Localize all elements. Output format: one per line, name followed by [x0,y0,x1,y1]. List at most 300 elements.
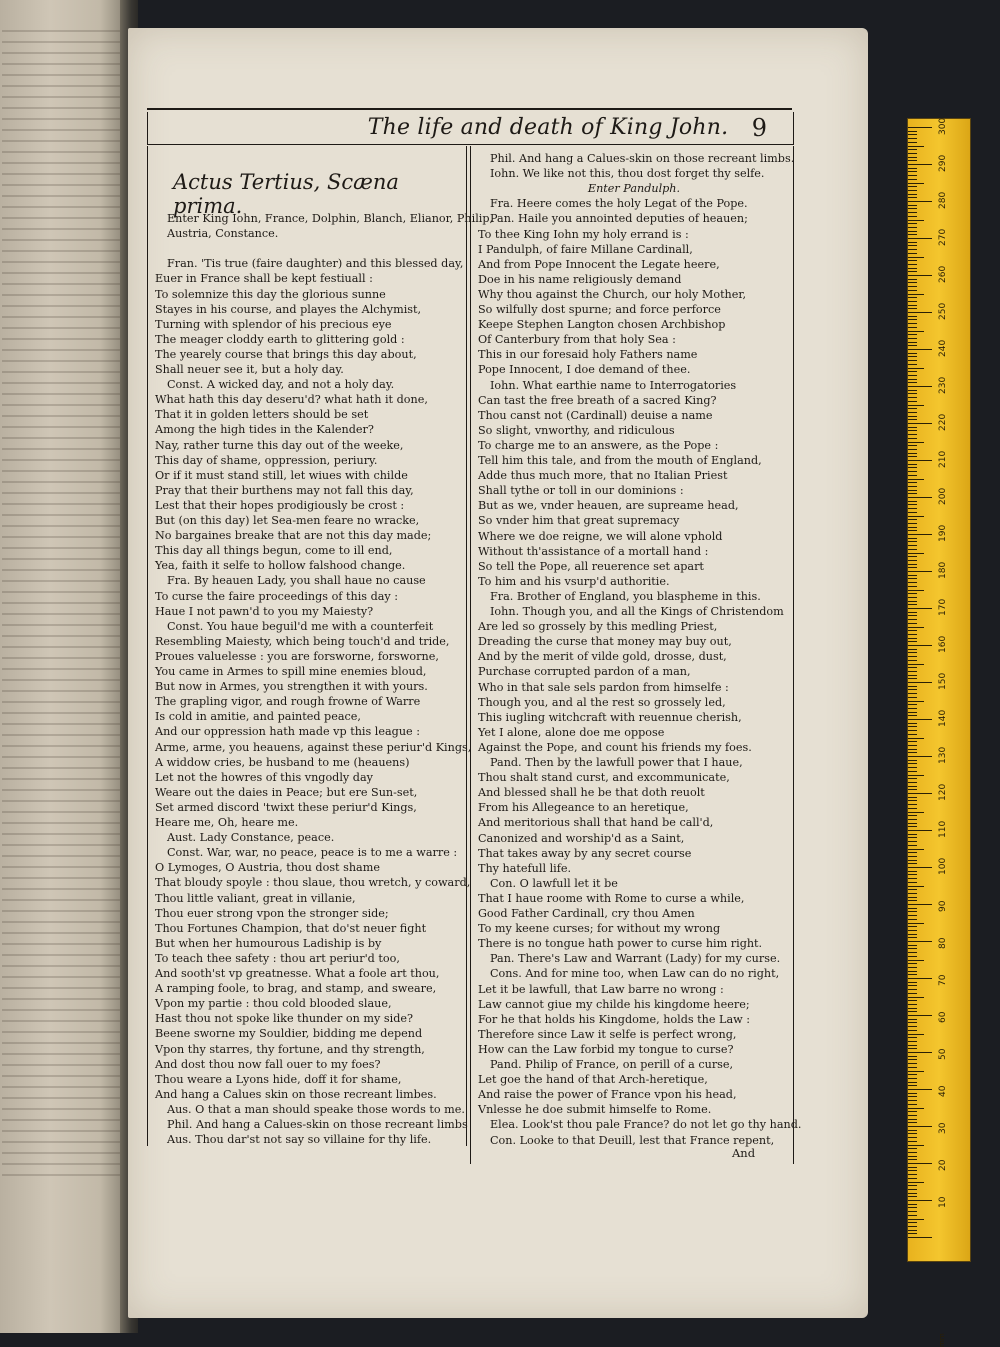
ruler-tick [908,908,917,909]
ruler-tick [908,279,917,280]
text-line: Purchase corrupted pardon of a man, [478,665,691,679]
text-line: Without th'assistance of a mortall hand : [478,544,709,558]
ruler-tick [908,686,917,687]
text-line: But when her humourous Ladiship is by [155,936,382,950]
text-line: Let it be lawfull, that Law barre no wrong : [478,982,724,996]
ruler-label: 60 [938,1011,948,1023]
ruler-tick [908,231,917,232]
text-line: Heare me, Oh, heare me. [155,816,299,829]
ruler-tick [908,386,932,387]
ruler-tick [908,275,932,276]
text-line: Enter King Iohn, France, Dolphin, Blanch, Elianor, Philip, [167,212,494,225]
ruler-tick [908,612,917,613]
text-line: Let not the howres of this vngodly day [155,770,373,784]
text-line: Or if it must stand still, let wiues with childe [155,468,408,482]
text-line: And by the merit of vilde gold, drosse, dust, [478,650,727,664]
ruler-label: 150 [938,672,948,690]
text-line: Yea, faith it selfe to hollow falshood change. [155,559,406,573]
text-line: Elea. Look'st thou pale France? do not let go thy hand. [490,1118,802,1132]
ruler-tick [908,863,917,864]
ruler-label: 50 [938,1048,948,1060]
ruler-tick [908,952,917,953]
ruler-tick [908,989,917,990]
text-line: Thy hatefull life. [478,861,572,875]
ruler-tick [908,1178,917,1179]
text-line: For he that holds his Kingdome, holds the Law : [478,1012,751,1026]
text-line: Thou Fortunes Champion, that do'st neuer fight [155,921,427,935]
ruler-tick [908,571,932,572]
ruler-tick [908,493,917,494]
text-line: And meritorious shall that hand be call'd, [478,816,714,830]
ruler-tick [908,1126,932,1127]
ruler-tick [908,316,917,317]
text-line: Keepe Stephen Langton chosen Archbishop [478,318,726,332]
ruler-tick [908,201,932,202]
text-line: What hath this day deseru'd? what hath it done, [155,393,428,407]
text-line: But as we, vnder heauen, are supreame head, [478,499,739,513]
ruler-tick [908,308,917,309]
ruler-tick [908,697,917,698]
ruler-tick [908,586,917,587]
ruler-tick [908,186,917,187]
text-line: Iohn. Though you, and all the Kings of Christendom [490,605,784,618]
text-line: O Lymoges, O Austria, thou dost shame [155,861,380,875]
ruler-tick [908,849,924,850]
text-line: Pope Innocent, I doe demand of thee. [478,363,691,377]
ruler-tick [908,634,917,635]
ruler-label: 300 [938,117,948,135]
right-text-column [470,146,802,1164]
text-line: Phil. And hang a Calues-skin on those recreant limbs [167,1118,468,1131]
ruler-tick [908,179,917,180]
ruler-tick [908,234,917,235]
ruler-tick [908,627,924,628]
ruler-tick [908,486,917,487]
ruler-tick [908,356,917,357]
text-line: Pand. Then by the lawfull power that I haue, [490,756,743,769]
ruler-tick [908,382,917,383]
ruler-tick [908,1211,917,1212]
ruler-tick [908,1193,917,1194]
ruler-tick [908,812,924,813]
ruler-tick [908,886,924,887]
text-line: Doe in his name religiously demand [478,272,682,286]
ruler-tick [908,1233,917,1234]
ruler-tick [908,889,917,890]
ruler-tick [908,856,917,857]
ruler-label: 110 [938,820,948,838]
text-line: Aus. Thou dar'st not say so villaine for thy life. [167,1133,432,1147]
ruler-tick [908,294,924,295]
text-line: Though you, and al the rest so grossely led, [478,695,726,709]
ruler-tick [908,453,917,454]
ruler-tick [908,1034,924,1035]
ruler-tick [908,993,917,994]
ruler-tick [908,353,917,354]
text-line: No bargaines breake that are not this day made; [155,529,432,543]
text-line: This in our foresaid holy Fathers name [478,348,698,362]
ruler-tick [908,131,917,132]
ruler-tick [908,726,917,727]
ruler-tick [908,734,917,735]
ruler-tick [908,941,932,942]
ruler-tick [908,815,917,816]
ruler-tick [908,1163,932,1164]
ruler-tick [908,456,917,457]
ruler-tick [908,919,917,920]
ruler-tick [908,564,917,565]
text-line: So vnder him that great supremacy [478,514,680,528]
ruler-tick [908,1048,917,1049]
ruler-tick [908,1089,932,1090]
text-line: And dost thou now fall ouer to my foes? [155,1057,381,1071]
text-line: And our oppression hath made vp this league : [155,725,420,739]
ruler-tick [908,501,917,502]
ruler-tick [908,460,932,461]
ruler-tick [908,904,932,905]
ruler-tick [908,238,932,239]
text-line: Thou weare a Lyons hide, doff it for shame, [155,1072,402,1086]
text-line: Can tast the free breath of a sacred King? [478,393,717,407]
text-line: This iugling witchcraft with reuennue cherish, [478,710,742,724]
ruler-tick [908,945,917,946]
ruler-tick [908,323,917,324]
ruler-tick [908,368,924,369]
ruler-tick [908,1000,917,1001]
ruler-tick [908,1037,917,1038]
ruler-tick [908,164,932,165]
ruler-tick [908,871,917,872]
text-line: Iohn. What earthie name to Interrogatories [490,378,737,392]
ruler-tick [908,652,917,653]
ruler-tick [908,615,917,616]
ruler-tick [908,845,917,846]
text-line: The grapling vigor, and rough frowne of Warre [155,695,421,709]
ruler-tick [908,345,917,346]
ruler-label: 290 [938,154,948,172]
ruler-tick [908,157,917,158]
ruler-tick [908,541,917,542]
ruler-tick [908,490,917,491]
text-line: I Pandulph, of faire Millane Cardinall, [478,242,693,256]
ruler-label: 280 [938,191,948,209]
ruler-tick [908,841,917,842]
text-line: Shall tythe or toll in our dominions : [478,484,684,498]
ruler-tick [908,560,917,561]
ruler-tick [908,519,917,520]
text-line: And sooth'st vp greatnesse. What a foole art thou, [155,967,440,980]
text-line: And blessed shall he be that doth reuolt [478,786,705,800]
ruler-tick [908,127,932,128]
ruler-tick [908,471,917,472]
ruler-label: 270 [938,228,948,246]
ruler-tick [908,227,917,228]
text-line: To him and his vsurp'd authoritie. [478,574,670,588]
ruler-tick [908,771,917,772]
text-line: And raise the power of France vpon his head, [478,1088,737,1102]
ruler-tick [908,649,917,650]
ruler-tick [908,1004,917,1005]
text-line: That I haue roome with Rome to curse a while, [478,891,745,905]
ruler-tick [908,878,917,879]
text-line: Nay, rather turne this day out of the weeke, [155,438,404,452]
ruler-tick [908,1145,924,1146]
text-line: So wilfully dost spurne; and force perforce [478,303,721,316]
left-text-column [147,146,494,1147]
ruler-tick [908,786,917,787]
ruler-tick [908,194,917,195]
ruler-tick [908,1078,917,1079]
ruler-tick [908,960,924,961]
ruler-tick [908,1085,917,1086]
ruler-tick [908,312,932,313]
ruler-unit: mm [938,1333,946,1347]
ruler-tick [908,1204,917,1205]
ruler-tick [908,1063,917,1064]
act-heading: Actus Tertius, Scæna prima. [173,170,399,218]
ruler-tick [908,675,917,676]
ruler-tick [908,738,924,739]
ruler-tick [908,334,917,335]
facing-page-text-shadow [2,30,120,1180]
text-line: Among the high tides in the Kalender? [155,423,374,437]
ruler-tick [908,375,917,376]
ruler-tick [908,619,917,620]
ruler-tick [908,393,917,394]
ruler-tick [908,1226,917,1227]
ruler-tick [908,971,917,972]
text-line: Pan. There's Law and Warrant (Lady) for my curse. [490,952,781,966]
text-line: A widdow cries, be husband to me (heauens) [155,755,410,769]
ruler-tick [908,1130,917,1131]
ruler-tick [908,482,917,483]
ruler-label: 140 [938,709,948,727]
text-line: That it in golden letters should be set [155,408,369,422]
ruler-tick [908,974,917,975]
text-line: Let goe the hand of that Arch-heretique, [478,1073,708,1087]
text-line: Con. Looke to that Deuill, lest that France repent, [490,1133,775,1147]
ruler-tick [908,1008,917,1009]
ruler-tick [908,1015,932,1016]
ruler-tick [908,830,932,831]
ruler-tick [908,1222,917,1223]
facing-page [0,0,125,1333]
ruler-label: 90 [938,900,948,912]
ruler-label: 130 [938,746,948,764]
ruler-tick [908,948,917,949]
ruler-tick [908,645,932,646]
ruler-tick [908,678,917,679]
ruler-tick [908,138,917,139]
ruler-tick [908,1067,917,1068]
ruler-tick [908,608,932,609]
ruler-tick [908,567,917,568]
text-line: Resembling Maiesty, which being touch'd and tride, [155,634,450,648]
text-line: Yet I alone, alone doe me oppose [478,725,665,739]
text-line: Aust. Lady Constance, peace. [167,831,335,845]
ruler-tick [908,882,917,883]
ruler-tick [908,419,917,420]
ruler-tick [908,371,917,372]
ruler-tick [908,208,917,209]
ruler-tick [908,719,932,720]
ruler-tick [908,449,917,450]
ruler-tick [908,1230,917,1231]
ruler-tick [908,1041,917,1042]
text-line: The yearely course that brings this day about, [155,347,417,361]
running-title: The life and death of King John. [367,115,729,140]
ruler-tick [908,860,917,861]
ruler-tick [908,1111,917,1112]
ruler-tick [908,1156,917,1157]
text-line: Vnlesse he doe submit himselfe to Rome. [478,1103,712,1117]
text-line: To charge me to an answere, as the Pope : [478,438,719,452]
ruler-tick [908,930,917,931]
ruler-tick [908,601,917,602]
ruler-tick [908,427,917,428]
text-line: To teach thee safety : thou art periur'd too, [155,951,400,965]
ruler-tick [908,1174,917,1175]
ruler-tick [908,1122,917,1123]
ruler-tick [908,301,917,302]
text-line: Therefore since Law it selfe is perfect wrong, [478,1027,737,1041]
header-rule [147,108,792,110]
ruler-tick [908,1182,924,1183]
text-line: Stayes in his course, and playes the Alchymist, [155,302,422,316]
ruler-tick [908,578,917,579]
ruler-tick [908,819,917,820]
ruler-tick [908,701,924,702]
text-line: To solemnize this day the glorious sunne [155,287,386,301]
text-line: There is no tongue hath power to curse him right. [478,937,763,951]
ruler-tick [908,745,917,746]
ruler-tick [908,800,917,801]
ruler-tick [908,763,917,764]
text-line: Fran. 'Tis true (faire daughter) and this blessed day, [167,257,464,271]
text-line: Against the Pope, and count his friends my foes. [478,740,752,754]
text-line: Beene sworne my Souldier, bidding me depend [155,1027,423,1041]
ruler-tick [908,538,917,539]
text-line: Shall neuer see it, but a holy day. [155,363,344,376]
ruler-tick [908,1059,917,1060]
ruler-tick [908,664,924,665]
ruler-tick [908,660,917,661]
ruler-label: 120 [938,783,948,801]
ruler-tick [908,423,932,424]
ruler-tick [908,689,917,690]
text-line: Law cannot giue my childe his kingdome heere; [478,997,750,1011]
text-line: Const. War, war, no peace, peace is to me a warre : [167,846,458,860]
ruler-tick [908,963,917,964]
ruler-tick [908,834,917,835]
ruler-label: 180 [938,561,948,579]
ruler-tick [908,1119,917,1120]
ruler-tick [908,1207,917,1208]
ruler-tick [908,360,917,361]
ruler-tick [908,826,917,827]
text-line: Adde thus much more, that no Italian Priest [478,469,728,483]
text-line: Are led so grossely by this medling Priest, [478,620,718,634]
ruler-tick [908,183,924,184]
ruler-tick [908,1185,917,1186]
ruler-tick [908,926,917,927]
ruler-tick [908,242,917,243]
ruler-tick [908,656,917,657]
text-line: So slight, vnworthy, and ridiculous [478,423,675,437]
ruler-tick [908,205,917,206]
ruler-tick [908,220,924,221]
ruler-tick [908,364,917,365]
ruler-label: 210 [938,450,948,468]
catchword: And [732,1146,756,1160]
ruler-tick [908,775,924,776]
ruler-tick [908,752,917,753]
measuring-ruler [907,117,971,1347]
ruler-tick [908,1200,932,1201]
text-line: Why thou against the Church, our holy Mother, [478,287,747,301]
ruler-tick [908,416,917,417]
ruler-tick [908,408,917,409]
ruler-tick [908,1137,917,1138]
ruler-tick [908,911,917,912]
ruler-tick [908,556,917,557]
ruler-tick [908,290,917,291]
ruler-tick [908,575,917,576]
ruler-tick [908,1074,917,1075]
ruler-tick [908,516,924,517]
ruler-tick [908,900,917,901]
ruler-tick [908,249,917,250]
ruler-tick [908,197,917,198]
ruler-tick [908,789,917,790]
text-line: Pan. Haile you annointed deputies of heauen; [490,212,748,226]
ruler-tick [908,286,917,287]
ruler-tick [908,153,917,154]
ruler-tick [908,134,917,135]
ruler-tick [908,767,917,768]
ruler-tick [908,723,917,724]
text-line: Austria, Constance. [167,227,279,241]
ruler-tick [908,146,924,147]
ruler-tick [908,1030,917,1031]
ruler-tick [908,1237,932,1238]
ruler-tick [908,982,917,983]
text-line: Iohn. We like not this, thou dost forget thy selfe. [490,167,765,181]
text-line: And from Pope Innocent the Legate heere, [478,257,720,271]
text-line: This day of shame, oppression, periury. [155,453,378,467]
ruler-tick [908,1104,917,1105]
text-line: Tell him this tale, and from the mouth of England, [478,454,762,467]
ruler-label: 100 [938,857,948,875]
ruler-tick [908,597,917,598]
ruler-tick [908,708,917,709]
ruler-label: 190 [938,524,948,542]
ruler-tick [908,623,917,624]
ruler-tick [908,342,917,343]
ruler-tick [908,638,917,639]
ruler-tick [908,504,917,505]
text-line: Is cold in amitie, and painted peace, [155,710,361,724]
text-line: Good Father Cardinall, cry thou Amen [478,907,695,920]
ruler-tick [908,1082,917,1083]
ruler-tick [908,778,917,779]
text-line: Arme, arme, you heauens, against these periur'd Kings, [155,740,472,754]
ruler-tick [908,523,917,524]
text-line: The meager cloddy earth to glittering gold : [155,332,405,346]
ruler-tick [908,934,917,935]
ruler-tick [908,305,917,306]
ruler-tick [908,223,917,224]
